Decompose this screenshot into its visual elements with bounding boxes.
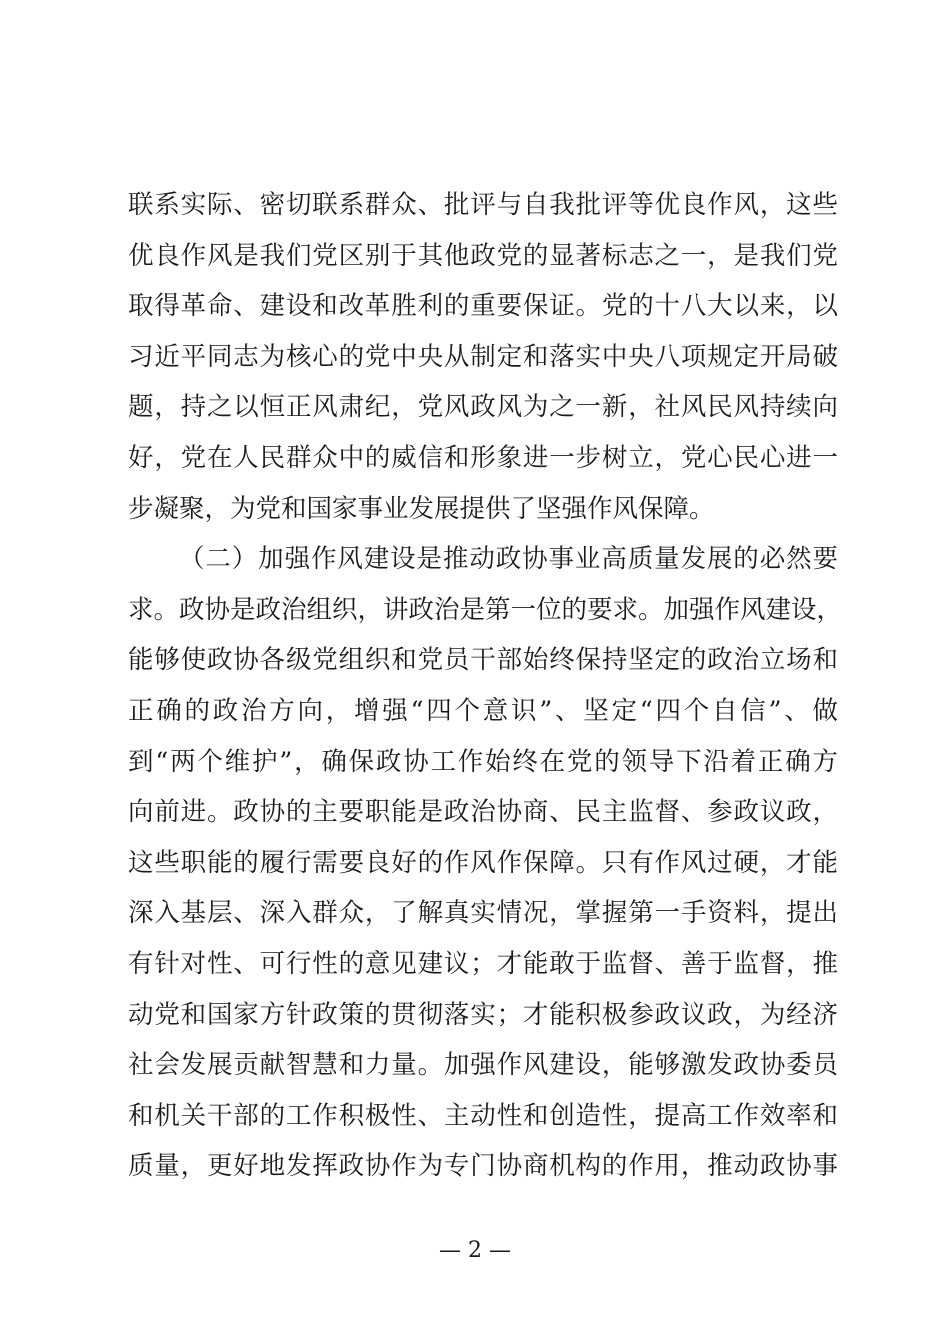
text-line: （二）加强作风建设是推动政协事业高质量发展的必然要 (179, 544, 838, 575)
page-number: — 2 — (439, 1238, 511, 1263)
text-line: 求。政协是政治组织，讲政治是第一位的要求。加强作风建设， (128, 594, 843, 625)
text-line: 质量，更好地发挥政协作为专门协商机构的作用，推动政协事 (128, 1151, 838, 1182)
text-line: 深入基层、深入群众，了解真实情况，掌握第一手资料，提出 (128, 898, 838, 929)
text-line: 步凝聚，为党和国家事业发展提供了坚强作风保障。 (128, 493, 715, 524)
body-text (128, 180, 843, 1192)
text-line: 有针对性、可行性的意见建议；才能敢于监督、善于监督，推 (128, 948, 838, 979)
text-line: 动党和国家方针政策的贯彻落实；才能积极参政议政，为经济 (128, 999, 838, 1030)
text-line: 能够使政协各级党组织和党员干部始终保持坚定的政治立场和 (128, 645, 838, 676)
text-line: 正确的政治方向，增强“四个意识”、坚定“四个自信”、做 (128, 695, 838, 726)
text-line: 社会发展贡献智慧和力量。加强作风建设，能够激发政协委员 (128, 1050, 838, 1081)
text-line: 向前进。政协的主要职能是政治协商、民主监督、参政议政， (128, 797, 838, 828)
text-line: 习近平同志为核心的党中央从制定和落实中央八项规定开局破 (128, 341, 838, 372)
text-line: 题，持之以恒正风肃纪，党风政风为之一新，社风民风持续向 (128, 392, 838, 423)
text-line: 取得革命、建设和改革胜利的重要保证。党的十八大以来，以 (128, 291, 838, 322)
text-line: 优良作风是我们党区别于其他政党的显著标志之一，是我们党 (128, 240, 838, 271)
text-line: 到“两个维护”，确保政协工作始终在党的领导下沿着正确方 (128, 746, 838, 777)
text-line: 联系实际、密切联系群众、批评与自我批评等优良作风，这些 (128, 190, 838, 220)
text-line: 和机关干部的工作积极性、主动性和创造性，提高工作效率和 (128, 1100, 838, 1131)
text-line: 好，党在人民群众中的威信和形象进一步树立，党心民心进一 (128, 442, 838, 473)
text-line: 这些职能的履行需要良好的作风作保障。只有作风过硬，才能 (128, 847, 838, 878)
